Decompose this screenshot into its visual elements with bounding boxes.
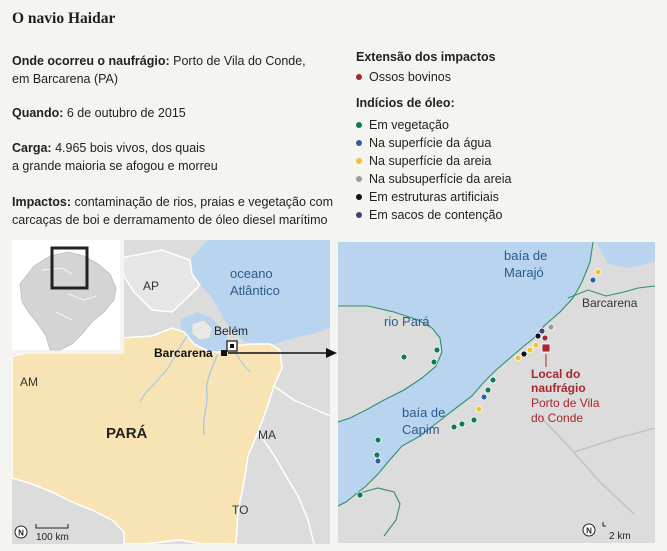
- label-local-1: Local do: [531, 367, 581, 381]
- legend-impacts-title: Extensão dos impactos: [356, 50, 496, 64]
- label-marajo-1: baía de: [504, 248, 548, 263]
- fact-impacts-line1: contaminação de rios, praias e vegetação com: [74, 195, 334, 209]
- fact-location-label: Onde ocorreu o naufrágio:: [12, 54, 170, 68]
- point-vegetacao: [490, 377, 496, 383]
- scale-label: 2 km: [609, 531, 631, 542]
- legend-item-subsuperficie-areia: [356, 171, 511, 187]
- label-ocean-2: Atlântico: [230, 283, 280, 298]
- legend-item-ossos-bovinos: [356, 69, 451, 85]
- legend-dot-icon: [356, 158, 362, 164]
- regional-map: [12, 240, 330, 544]
- fact-location-line2: em Barcarena (PA): [12, 72, 119, 86]
- point-vegetacao: [374, 452, 380, 458]
- fact-impacts: [12, 193, 342, 229]
- point-estruturas-artificiais: [521, 351, 527, 357]
- legend-dot-icon: [356, 74, 362, 80]
- label-marajo-2: Marajó: [504, 265, 544, 280]
- label-capim-1: baía de: [402, 405, 446, 420]
- label-ocean-1: oceano: [230, 266, 273, 281]
- point-subsuperficie-areia: [548, 324, 554, 330]
- fact-impacts-label: Impactos:: [12, 195, 72, 209]
- detail-map-svg: [338, 242, 655, 543]
- point-ossos-bovinos: [542, 335, 548, 341]
- legend-item-label: Na subsuperfície da areia: [369, 172, 512, 186]
- regional-map-svg: [12, 240, 330, 544]
- legend-dot-icon: [356, 122, 362, 128]
- point-vegetacao: [431, 359, 437, 365]
- label-local-2: naufrágio: [531, 381, 586, 395]
- point-vegetacao: [471, 417, 477, 423]
- point-vegetacao: [357, 492, 363, 498]
- north-label: N: [586, 526, 592, 536]
- legend-item-label: Ossos bovinos: [369, 70, 451, 84]
- label-am: AM: [20, 375, 38, 389]
- legend-dot-icon: [356, 194, 362, 200]
- legend-dot-icon: [356, 176, 362, 182]
- fact-location: [12, 52, 342, 88]
- detail-map: [338, 242, 655, 543]
- label-rio-para: rio Pará: [384, 314, 430, 329]
- label-porto-1: Porto de Vila: [531, 396, 600, 410]
- legend-item-estruturas-artificiais: [356, 189, 499, 205]
- point-vegetacao: [434, 347, 440, 353]
- legend-item-superficie-areia: [356, 153, 491, 169]
- point-superficie-areia: [476, 406, 482, 412]
- label-para: PARÁ: [106, 425, 148, 442]
- label-porto-2: do Conde: [531, 411, 584, 425]
- label-ap: AP: [143, 279, 160, 293]
- point-estruturas-artificiais: [535, 333, 541, 339]
- fact-cargo-line2: a grande maioria se afogou e morreu: [12, 159, 218, 173]
- north-label: N: [18, 528, 24, 538]
- arrow-head-icon: [326, 348, 337, 358]
- connector-arrow: [226, 345, 342, 361]
- point-vegetacao: [459, 421, 465, 427]
- point-superficie-areia: [527, 347, 533, 353]
- point-superficie-areia: [533, 342, 539, 348]
- point-sacos-contencao: [539, 328, 545, 334]
- legend-item-label: Em vegetação: [369, 118, 449, 132]
- fact-impacts-line2: carcaças de boi e derramamento de óleo diesel marítimo: [12, 213, 328, 227]
- legend-dot-icon: [356, 140, 362, 146]
- legend-item-label: Em estruturas artificiais: [369, 190, 499, 204]
- point-vegetacao: [451, 424, 457, 430]
- legend-item-label: Em sacos de contenção: [369, 208, 503, 222]
- label-barcarena: Barcarena: [154, 346, 213, 360]
- point-vegetacao: [375, 437, 381, 443]
- fact-date-label: Quando:: [12, 106, 64, 120]
- point-vegetacao: [401, 354, 407, 360]
- point-superficie-agua: [375, 458, 381, 464]
- label-to: TO: [232, 503, 249, 517]
- fact-date-line1: 6 de outubro de 2015: [66, 106, 186, 120]
- point-superficie-agua: [590, 277, 596, 283]
- label-ma: MA: [258, 428, 276, 442]
- label-capim-2: Capim: [402, 422, 440, 437]
- legend-item-label: Na superfície da água: [369, 136, 492, 150]
- fact-location-line1: Porto de Vila do Conde,: [173, 54, 306, 68]
- fact-cargo: [12, 139, 342, 175]
- point-superficie-areia: [515, 355, 521, 361]
- fact-date: [12, 104, 342, 122]
- label-belem: Belém: [214, 324, 249, 338]
- legend-oil-title: Indícios de óleo:: [356, 96, 455, 110]
- shipwreck-marker: [542, 344, 550, 352]
- point-superficie-areia: [595, 269, 601, 275]
- legend-item-superficie-agua: [356, 135, 491, 151]
- label-barcarena: Barcarena: [582, 296, 638, 310]
- scale-label: 100 km: [36, 532, 69, 543]
- page-title: O navio Haidar: [12, 10, 116, 27]
- point-superficie-agua: [481, 394, 487, 400]
- fact-cargo-label: Carga:: [12, 141, 52, 155]
- legend-dot-icon: [356, 212, 362, 218]
- fact-cargo-line1: 4.965 bois vivos, dos quais: [55, 141, 206, 155]
- point-vegetacao: [485, 387, 491, 393]
- legend-item-sacos-contencao: [356, 207, 502, 223]
- legend-item-label: Na superfície da areia: [369, 154, 492, 168]
- legend-item-vegetacao: [356, 117, 449, 133]
